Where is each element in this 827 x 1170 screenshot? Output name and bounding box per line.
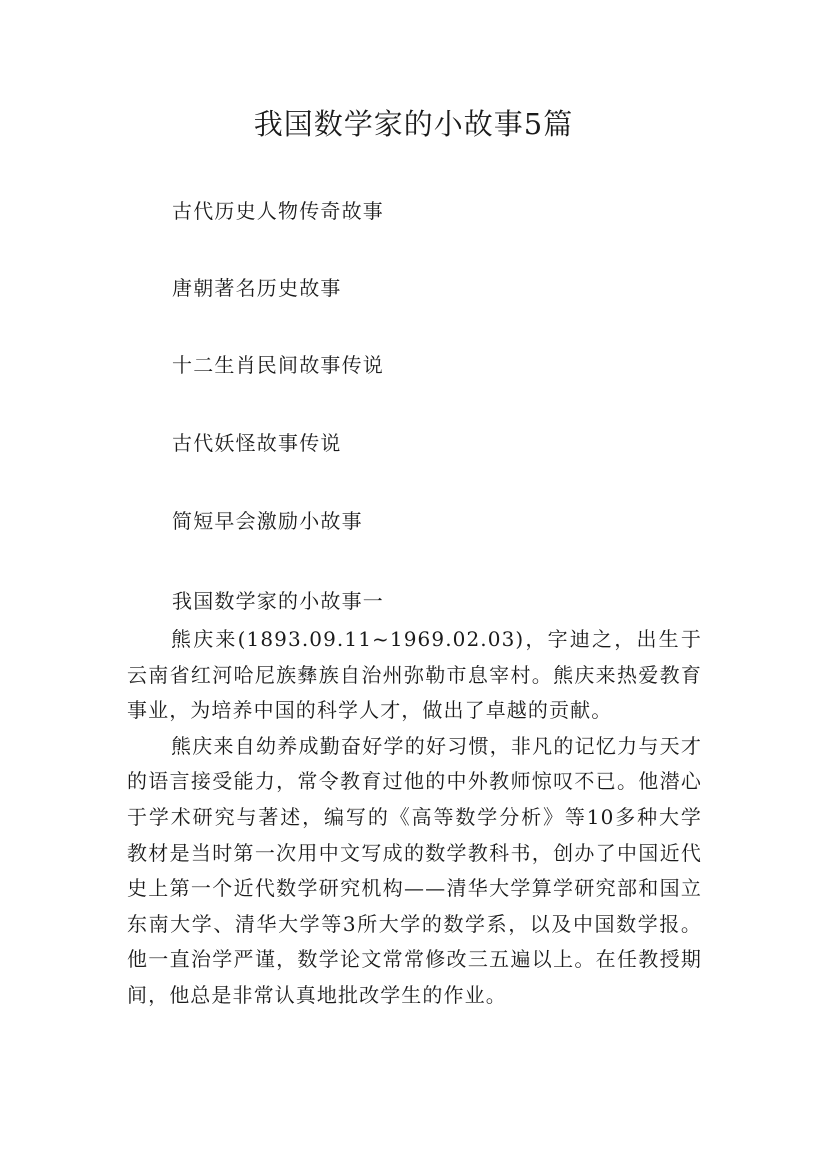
related-link-monster-legends[interactable]: 古代妖怪故事传说 (172, 431, 342, 455)
related-link-morning-stories[interactable]: 简短早会激励小故事 (172, 509, 363, 533)
paragraph-intro: 熊庆来(1893.09.11~1969.02.03)，字迪之，出生于云南省红河哈尼族彝族自治州弥勒市息宰村。熊庆来热爱教育事业，为培养中国的科学人才，做出了卓越的贡献。 (127, 627, 702, 723)
paragraph-biography: 熊庆来自幼养成勤奋好学的好习惯，非凡的记忆力与天才的语言接受能力，常令教育过他的中外教师惊叹不已。他潜心于学术研究与著述，编写的《高等数学分析》等10多种大学教材是当时第一次用中文写成的数学教科书，创办了中国近代史上第一个近代数学研究机构——清华大学算学研究部和国立东南大学、清华大学等3所大学的数学系，以及中国数学报。他一直治学严谨，数学论文常常修改三五遍以上。在任教授期间，他总是非常认真地批改学生的作业。 (127, 733, 702, 1007)
section-heading: 我国数学家的小故事一 (172, 589, 384, 613)
related-link-tang-history[interactable]: 唐朝著名历史故事 (172, 276, 342, 300)
related-link-ancient-figures[interactable]: 古代历史人物传奇故事 (172, 199, 384, 223)
article-body (127, 622, 702, 1014)
document-title: 我国数学家的小故事5篇 (253, 107, 574, 141)
related-link-zodiac-legends[interactable]: 十二生肖民间故事传说 (172, 353, 384, 377)
